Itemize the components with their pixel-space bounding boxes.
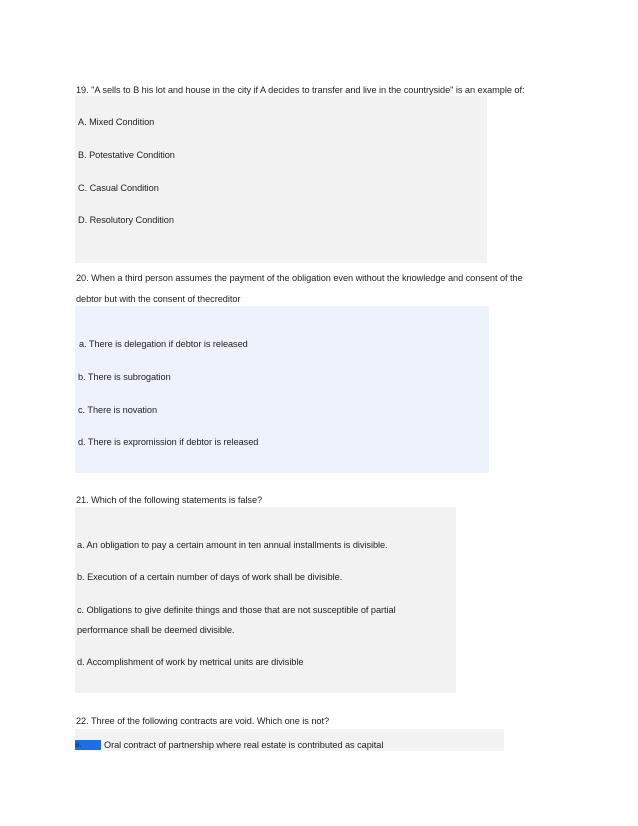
- option-22-a-highlight: [75, 740, 101, 750]
- option-19-b: B. Potestative Condition: [78, 150, 175, 160]
- question-21-text: 21. Which of the following statements is false?: [76, 495, 263, 505]
- option-20-d: d. There is expromission if debtor is released: [78, 437, 259, 447]
- option-21-d: d. Accomplishment of work by metrical units are divisible: [77, 657, 304, 667]
- option-19-c: C. Casual Condition: [78, 183, 159, 193]
- option-21-a: a. An obligation to pay a certain amount in ten annual installments is divisible.: [77, 540, 388, 550]
- question-21-options-box: [75, 507, 456, 693]
- option-20-b: b. There is subrogation: [78, 372, 171, 382]
- option-21-c-line2: performance shall be deemed divisible.: [77, 625, 235, 635]
- option-20-a: a. There is delegation if debtor is released: [79, 339, 248, 349]
- question-19-text: 19. "A sells to B his lot and house in the city if A decides to transfer and live in the countryside" is an example of:: [76, 85, 525, 95]
- option-21-b: b. Execution of a certain number of days of work shall be divisible.: [77, 572, 343, 582]
- question-20-options-box: [75, 306, 489, 473]
- option-19-a: A. Mixed Condition: [78, 117, 155, 127]
- question-22-text: 22. Three of the following contracts are void. Which one is not?: [76, 716, 330, 726]
- option-22-a-letter: a.: [75, 740, 82, 749]
- option-21-c-line1: c. Obligations to give definite things and those that are not susceptible of partial: [77, 605, 396, 615]
- question-20-text-line2: debtor but with the consent of thecreditor: [76, 294, 241, 304]
- question-20-text-line1: 20. When a third person assumes the payment of the obligation even without the knowledge and consent of the: [76, 273, 523, 283]
- option-19-d: D. Resolutory Condition: [78, 215, 174, 225]
- option-22-a: Oral contract of partnership where real estate is contributed as capital: [104, 740, 384, 750]
- option-20-c: c. There is novation: [78, 405, 158, 415]
- question-19-options-box: [75, 96, 487, 263]
